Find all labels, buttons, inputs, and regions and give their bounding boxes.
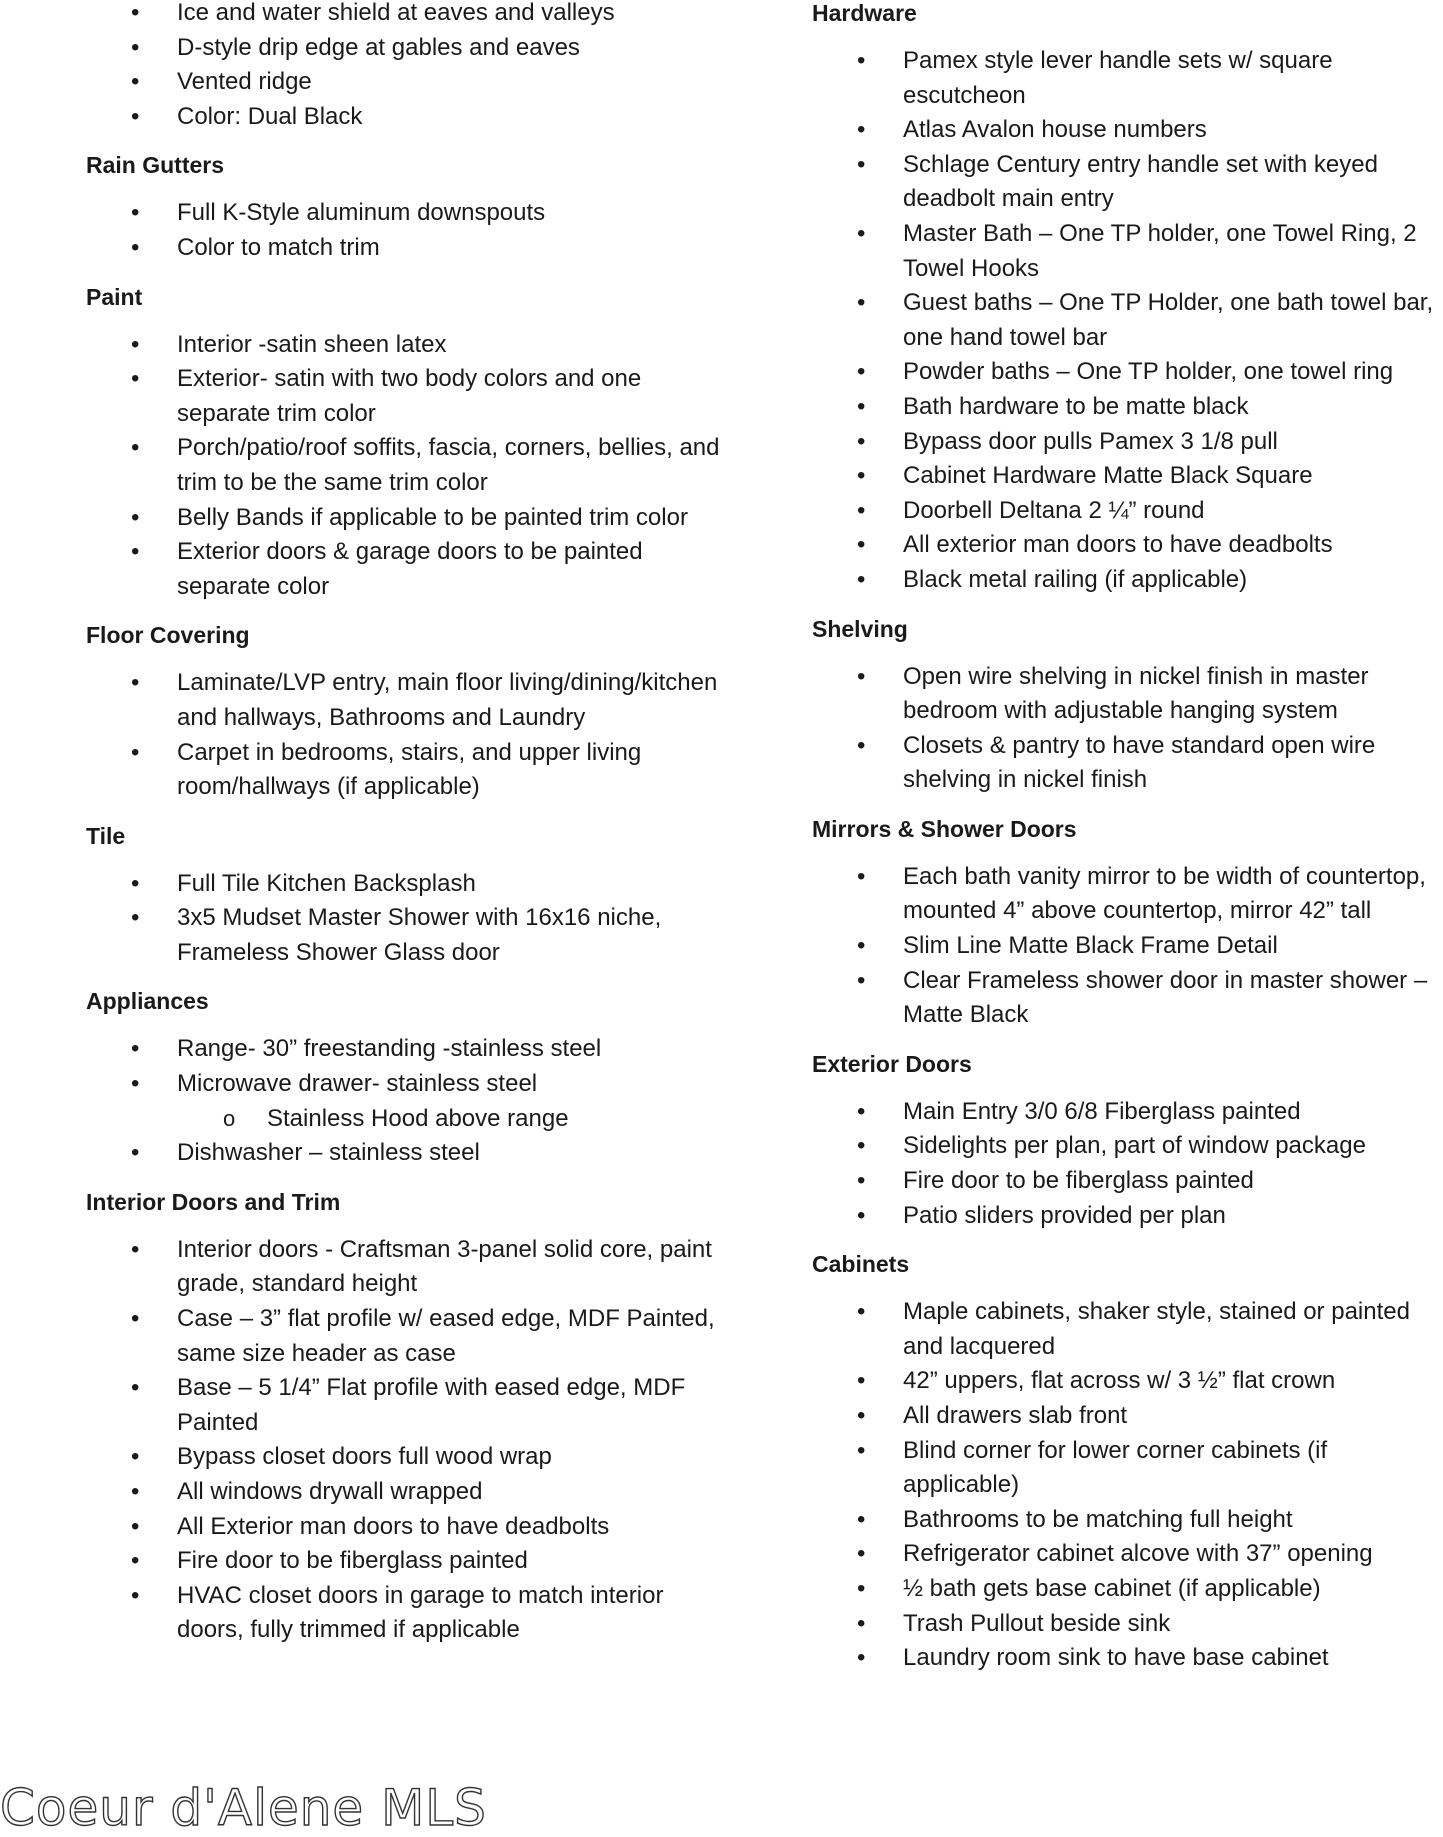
list-item: • Case – 3” flat profile w/ eased edge, MDF Painted, same size header as case: [86, 1302, 726, 1371]
list-item: • D-style drip edge at gables and eaves: [86, 31, 726, 66]
list-item: • Exterior doors & garage doors to be painted separate color: [86, 535, 726, 604]
list-item: • Open wire shelving in nickel finish in master bedroom with adjustable hanging system: [812, 660, 1442, 729]
floor-covering-list: [86, 666, 726, 804]
list-item: • Belly Bands if applicable to be painted trim color: [86, 501, 726, 536]
list-item: • Main Entry 3/0 6/8 Fiberglass painted: [812, 1095, 1442, 1130]
list-item: • Master Bath – One TP holder, one Towel Ring, 2 Towel Hooks: [812, 217, 1442, 286]
list-item: • Porch/patio/roof soffits, fascia, corners, bellies, and trim to be the same trim color: [86, 431, 726, 500]
list-item: • Exterior- satin with two body colors and one separate trim color: [86, 362, 726, 431]
list-item: • Bath hardware to be matte black: [812, 390, 1442, 425]
section-heading-cabinets: Cabinets: [812, 1251, 910, 1278]
list-item: • Black metal railing (if applicable): [812, 563, 1442, 598]
list-item: • Sidelights per plan, part of window package: [812, 1129, 1442, 1164]
hardware-list: [812, 44, 1442, 598]
paint-list: [86, 328, 726, 605]
list-item: • Powder baths – One TP holder, one towel ring: [812, 355, 1442, 390]
list-item: • 3x5 Mudset Master Shower with 16x16 niche, Frameless Shower Glass door: [86, 901, 726, 970]
shelving-list: [812, 660, 1442, 798]
list-item: • Fire door to be fiberglass painted: [812, 1164, 1442, 1199]
list-item: • Atlas Avalon house numbers: [812, 113, 1442, 148]
list-item: • Guest baths – One TP Holder, one bath towel bar, one hand towel bar: [812, 286, 1442, 355]
list-item: [86, 1067, 726, 1136]
cabinets-list: [812, 1295, 1442, 1676]
list-item: • Laminate/LVP entry, main floor living/dining/kitchen and hallways, Bathrooms and Laundry: [86, 666, 726, 735]
list-item: • Maple cabinets, shaker style, stained or painted and lacquered: [812, 1295, 1442, 1364]
list-item: • All Exterior man doors to have deadbolts: [86, 1510, 726, 1545]
list-item: • All windows drywall wrapped: [86, 1475, 726, 1510]
list-item: • Pamex style lever handle sets w/ square escutcheon: [812, 44, 1442, 113]
section-heading-tile: Tile: [86, 822, 126, 849]
rain-gutters-list: [86, 196, 726, 265]
list-item: • Trash Pullout beside sink: [812, 1607, 1442, 1642]
roofing-list: [86, 0, 726, 134]
list-item-text: Microwave drawer- stainless steel: [177, 1070, 538, 1098]
list-item: • Interior -satin sheen latex: [86, 328, 726, 363]
section-heading-interior-doors-trim: Interior Doors and Trim: [86, 1188, 341, 1215]
list-item: • HVAC closet doors in garage to match interior doors, fully trimmed if applicable: [86, 1579, 726, 1648]
list-item: • Patio sliders provided per plan: [812, 1199, 1442, 1234]
left-column: [86, 0, 726, 1648]
list-item: • Doorbell Deltana 2 ¼” round: [812, 494, 1442, 529]
section-heading-appliances: Appliances: [86, 988, 209, 1015]
list-item: • All exterior man doors to have deadbolts: [812, 528, 1442, 563]
section-heading-shelving: Shelving: [812, 615, 908, 642]
list-item: • All drawers slab front: [812, 1399, 1442, 1434]
list-item: • Fire door to be fiberglass painted: [86, 1544, 726, 1579]
list-item: • Each bath vanity mirror to be width of countertop, mounted 4” above countertop, mirror 42” tall: [812, 860, 1442, 929]
list-item: • Slim Line Matte Black Frame Detail: [812, 929, 1442, 964]
list-item: • Refrigerator cabinet alcove with 37” opening: [812, 1537, 1442, 1572]
sub-list-item: o Stainless Hood above range: [86, 1102, 726, 1137]
tile-list: [86, 867, 726, 971]
list-item: • Bypass door pulls Pamex 3 1/8 pull: [812, 425, 1442, 460]
appliances-list: [86, 1032, 726, 1170]
mls-watermark: Coeur d'Alene MLS: [0, 1779, 487, 1837]
list-item: • Color: Dual Black: [86, 100, 726, 135]
list-item: • Full K-Style aluminum downspouts: [86, 196, 726, 231]
list-item: • Full Tile Kitchen Backsplash: [86, 867, 726, 902]
section-heading-hardware: Hardware: [812, 0, 917, 26]
list-item: • Bypass closet doors full wood wrap: [86, 1440, 726, 1475]
exterior-doors-list: [812, 1095, 1442, 1233]
interior-doors-list: [86, 1233, 726, 1648]
list-item: • Carpet in bedrooms, stairs, and upper living room/hallways (if applicable): [86, 736, 726, 805]
list-item: • Cabinet Hardware Matte Black Square: [812, 459, 1442, 494]
list-item: • Closets & pantry to have standard open wire shelving in nickel finish: [812, 729, 1442, 798]
list-item: • Base – 5 1/4” Flat profile with eased edge, MDF Painted: [86, 1371, 726, 1440]
list-item: • ½ bath gets base cabinet (if applicable): [812, 1572, 1442, 1607]
list-item: • Range- 30” freestanding -stainless steel: [86, 1032, 726, 1067]
list-item: • Laundry room sink to have base cabinet: [812, 1641, 1442, 1676]
list-item: • Interior doors - Craftsman 3-panel solid core, paint grade, standard height: [86, 1233, 726, 1302]
list-item: • Ice and water shield at eaves and valleys: [86, 0, 726, 31]
section-heading-paint: Paint: [86, 283, 143, 310]
list-item: • Blind corner for lower corner cabinets (if applicable): [812, 1434, 1442, 1503]
right-column: [812, 0, 1442, 1676]
section-heading-exterior-doors: Exterior Doors: [812, 1050, 972, 1077]
sub-list: [177, 1102, 726, 1137]
list-item: • Vented ridge: [86, 65, 726, 100]
section-heading-floor-covering: Floor Covering: [86, 622, 250, 649]
list-item: • 42” uppers, flat across w/ 3 ½” flat crown: [812, 1364, 1442, 1399]
section-heading-mirrors-shower-doors: Mirrors & Shower Doors: [812, 815, 1077, 842]
list-item: • Clear Frameless shower door in master shower – Matte Black: [812, 964, 1442, 1033]
list-item: • Schlage Century entry handle set with keyed deadbolt main entry: [812, 148, 1442, 217]
section-heading-rain-gutters: Rain Gutters: [86, 152, 225, 179]
list-item: • Bathrooms to be matching full height: [812, 1503, 1442, 1538]
mirrors-list: [812, 860, 1442, 1033]
list-item: • Color to match trim: [86, 231, 726, 266]
list-item: • Dishwasher – stainless steel: [86, 1136, 726, 1171]
